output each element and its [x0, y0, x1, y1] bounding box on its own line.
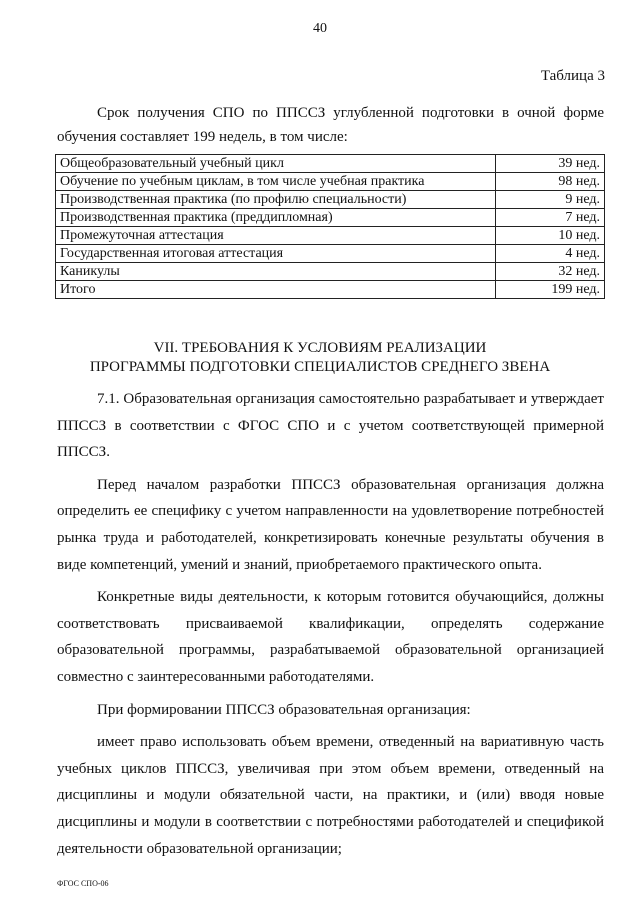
- row-value: 7 нед.: [496, 209, 605, 227]
- section-heading-line-2: ПРОГРАММЫ ПОДГОТОВКИ СПЕЦИАЛИСТОВ СРЕДНЕГО ЗВЕНА: [89, 359, 551, 375]
- intro-line-2: обучения составляет 199 недель, в том числе:: [57, 129, 348, 145]
- section-heading-line-1: VII. ТРЕБОВАНИЯ К УСЛОВИЯМ РЕАЛИЗАЦИИ: [153, 340, 487, 356]
- row-label: Производственная практика (преддипломная): [56, 209, 496, 227]
- study-weeks-table: [55, 154, 605, 299]
- row-value: 32 нед.: [496, 263, 605, 281]
- table-row: [56, 173, 605, 191]
- row-label: Общеобразовательный учебный цикл: [56, 155, 496, 173]
- table-row: [56, 191, 605, 209]
- row-value: 199 нед.: [496, 281, 605, 299]
- paragraph: имеет право использовать объем времени, отведенный на вариативную часть учебных циклов ППССЗ, увеличивая при этом объем времени, отведенный на дисциплины и модули обязательной части, на практики, и (или) вводя новые дисциплины и модули в соответствии с потребностями работодателей и спецификой деятельности образовательной организации;: [57, 734, 604, 857]
- paragraph: При формировании ППССЗ образовательная организация:: [97, 701, 471, 718]
- table-row: [56, 263, 605, 281]
- row-value: 98 нед.: [496, 173, 605, 191]
- row-value: 39 нед.: [496, 155, 605, 173]
- row-label: Промежуточная аттестация: [56, 227, 496, 245]
- table-row: [56, 155, 605, 173]
- page-number: 40: [313, 21, 327, 36]
- table-row: [56, 209, 605, 227]
- footer-label: ФГОС СПО-06: [57, 879, 109, 888]
- row-value: 9 нед.: [496, 191, 605, 209]
- row-value: 4 нед.: [496, 245, 605, 263]
- row-label: Производственная практика (по профилю специальности): [56, 191, 496, 209]
- intro-paragraph: [57, 101, 604, 149]
- row-label: Государственная итоговая аттестация: [56, 245, 496, 263]
- table-caption: Таблица 3: [540, 68, 605, 84]
- table-row-total: [56, 281, 605, 299]
- row-label: Каникулы: [56, 263, 496, 281]
- table-row: [56, 245, 605, 263]
- paragraph: 7.1. Образовательная организация самостоятельно разрабатывает и утверждает ППССЗ в соответствии с ФГОС СПО и с учетом соответствующей примерной ППССЗ.: [57, 391, 604, 461]
- row-label: Обучение по учебным циклам, в том числе учебная практика: [56, 173, 496, 191]
- row-value: 10 нед.: [496, 227, 605, 245]
- table-row: [56, 227, 605, 245]
- intro-line-1: Срок получения СПО по ППССЗ углубленной подготовки в очной форме: [97, 105, 604, 121]
- section-body: [57, 386, 604, 868]
- row-label: Итого: [56, 281, 496, 299]
- paragraph: Перед началом разработки ППССЗ образовательная организация должна определить ее специфику с учетом направленности на удовлетворение потребностей рынка труда и работодателей, конкретизировать конечные результаты обучения в виде компетенций, умений и знаний, приобретаемого практического опыта.: [57, 476, 604, 573]
- paragraph: Конкретные виды деятельности, к которым готовится обучающийся, должны соответствовать присваиваемой квалификации, определять содержание образовательной программы, разрабатываемой образовательной организацией совместно с заинтересованными работодателями.: [57, 589, 604, 685]
